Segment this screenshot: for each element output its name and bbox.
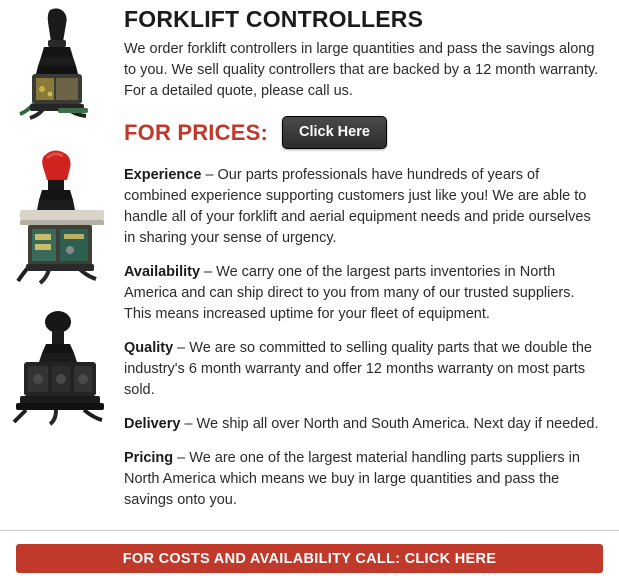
intro-paragraph: We order forklift controllers in large quantities and pass the savings along to you. We sell quality controllers that are backed by a 12 month warranty. For a detailed quote, please call us. xyxy=(124,41,599,99)
feature-delivery xyxy=(124,414,605,435)
feature-experience xyxy=(124,165,605,249)
feature-quality xyxy=(124,338,605,401)
feature-availability xyxy=(124,262,605,325)
joystick-controller-black-photo xyxy=(6,4,118,126)
feature-availability-text: – We carry one of the largest parts inventories in North America and can ship direct to you from many of our trusted suppliers. This means increased uptime for your fleet of equipment. xyxy=(124,264,575,322)
feature-experience-name: Experience xyxy=(124,167,202,183)
feature-experience-text: – Our parts professionals have hundreds of years of combined experience supporting customers just like you! We are able to handle all of your forklift and aerial equipment needs and pride ourselves in sharing your sense of urgency. xyxy=(124,167,591,246)
main-content xyxy=(124,0,619,524)
cta-call-bar[interactable]: FOR COSTS AND AVAILABILITY CALL: CLICK HERE xyxy=(16,544,603,573)
page-title: FORKLIFT CONTROLLERS xyxy=(124,6,424,32)
footer-divider xyxy=(0,530,619,531)
feature-quality-name: Quality xyxy=(124,340,174,356)
feature-quality-text: – We are so committed to selling quality parts that we double the industry's 6 month warranty and offer 12 months warranty on most parts sold. xyxy=(124,340,592,398)
feature-pricing-text: – We are one of the largest material handling parts suppliers in North America which means we buy in large quantities and pass the savings onto you. xyxy=(124,450,580,508)
product-image-gallery xyxy=(0,0,124,524)
feature-pricing xyxy=(124,448,605,511)
feature-pricing-name: Pricing xyxy=(124,450,174,466)
for-prices-row xyxy=(124,116,605,149)
feature-delivery-name: Delivery xyxy=(124,416,181,432)
feature-delivery-text: – We ship all over North and South America. Next day if needed. xyxy=(180,416,599,432)
click-here-button[interactable]: Click Here xyxy=(282,116,387,149)
joystick-controller-multi-switch-photo xyxy=(6,308,118,433)
joystick-controller-red-top-photo xyxy=(6,142,118,292)
feature-availability-name: Availability xyxy=(124,264,201,280)
for-prices-label: FOR PRICES: xyxy=(124,119,268,145)
